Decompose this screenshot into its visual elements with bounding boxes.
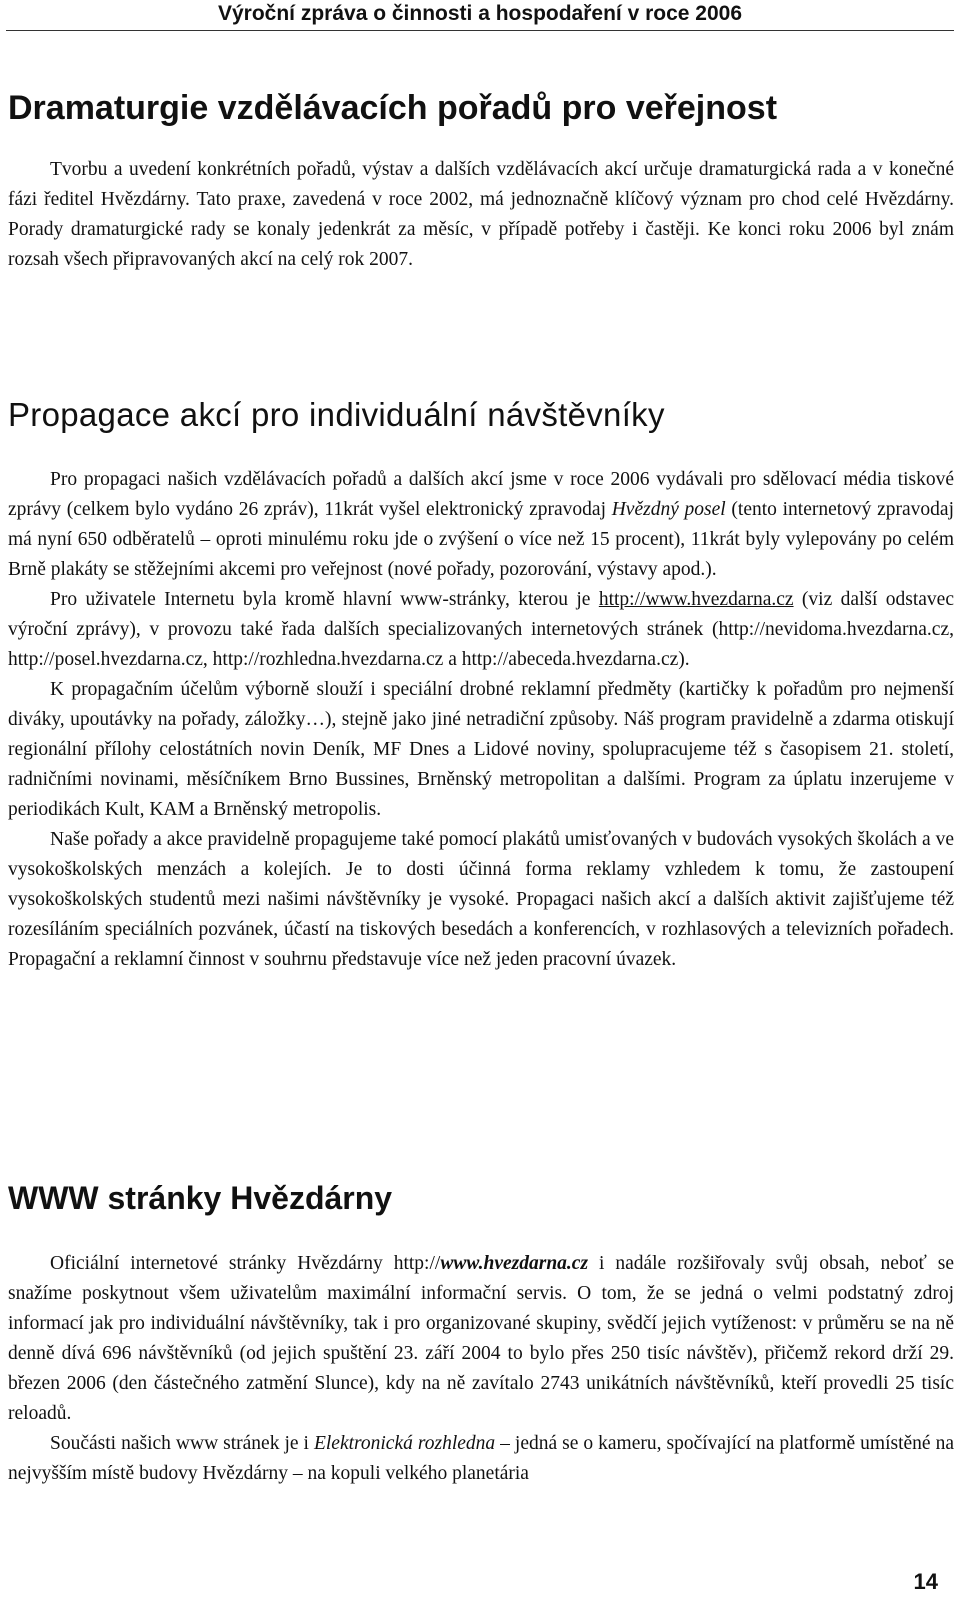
text-run: (viz další odstavec výroční zprávy), v provozu také řada dalších specializovaných internetových stránek (http://nevidoma.hvezdarna.cz, http://posel.hvezdarna.cz, http://rozhledna.hvezdarna.cz a http://abeceda.hvezdarna.cz). bbox=[8, 589, 954, 670]
text-run: – jedná se o kameru, spočívající na platformě umístěné na nejvyšším místě budovy Hvězdárny – na kopuli velkého planetária bbox=[8, 1433, 954, 1484]
text-run: Pro propagaci našich vzdělávacích pořadů a dalších akcí jsme v roce 2006 vydávali pro sdělovací média tiskové zprávy (celkem bylo vydáno 26 zpráv), 11krát vyšel elektronický zpravodaj bbox=[8, 469, 954, 520]
website-url[interactable]: www.hvezdarna.cz bbox=[440, 1253, 589, 1274]
running-header: Výroční zpráva o činnosti a hospodaření v roce 2006 bbox=[217, 2, 742, 25]
text-run: i nadále rozšiřovaly svůj obsah, neboť se snažíme poskytnout všem uživatelům maximální informační servis. O tom, že se jedná o velmi podstatný zdroj informací jak pro individuální návštěvníky, tak i pro organizované skupiny, svědčí jejich vytíženost: v průměru se na ně denně dívá 696 návštěvníků (od jejich spuštění 23. září 2004 to bylo přes 250 tisíc návštěv), přičemž rekord drží 29. březen 2006 (den částečného zatmění Slunce), kdy na ně zavítalo 2743 unikátních návštěvníků, kteří provedli 25 tisíc reloadů. bbox=[8, 1253, 954, 1424]
text-run: Oficiální internetové stránky Hvězdárny http:// bbox=[50, 1253, 441, 1274]
paragraph bbox=[8, 1429, 954, 1489]
section-heading-www: WWW stránky Hvězdárny bbox=[8, 1180, 393, 1216]
section-body-propagace bbox=[8, 465, 954, 975]
newsletter-name: Hvězdný posel bbox=[611, 499, 726, 520]
paragraph: Tvorbu a uvedení konkrétních pořadů, výstav a dalších vzdělávacích akcí určuje dramaturgická rada a v konečné fázi ředitel Hvězdárny. Tato praxe, zavedená v roce 2002, má jednoznačně klíčový význam pro chod celé Hvězdárny. Porady dramaturgické rady se konaly jedenkrát za měsíc, v případě potřeby i častěji. Ke konci roku 2006 byl znám rozsah všech připravovaných akcí na celý rok 2007. bbox=[8, 159, 954, 270]
section-body-www bbox=[8, 1249, 954, 1489]
camera-name: Elektronická rozhledna bbox=[313, 1433, 496, 1454]
paragraph bbox=[8, 1249, 954, 1429]
section-heading-dramaturgie: Dramaturgie vzdělávacích pořadů pro veřejnost bbox=[8, 89, 778, 127]
paragraph bbox=[8, 585, 954, 675]
section-heading-propagace: Propagace akcí pro individuální návštěvníky bbox=[8, 396, 665, 433]
paragraph: Naše pořady a akce pravidelně propagujeme také pomocí plakátů umisťovaných v budovách vysokých školách a ve vysokoškolských menzách a kolejích. Je to dosti účinná forma reklamy vzhledem k tomu, že zastoupení vysokoškolských studentů mezi našimi návštěvníky je vysoké. Propagaci našich akcí a dalších aktivit zajišťujeme též rozesíláním speciálních pozvánek, účastí na tiskových besedách a konferencích, v rozhlasových a televizních pořadech. Propagační a reklamní činnost v souhrnu představuje více než jeden pracovní úvazek. bbox=[8, 829, 954, 970]
text-run: Součásti našich www stránek je i bbox=[50, 1433, 314, 1454]
header-divider bbox=[6, 30, 954, 31]
section-body-dramaturgie bbox=[8, 155, 954, 275]
text-run: Pro uživatele Internetu byla kromě hlavní www-stránky, kterou je bbox=[50, 589, 599, 610]
paragraph: K propagačním účelům výborně slouží i speciální drobné reklamní předměty (kartičky k pořadům pro nejmenší diváky, upoutávky na pořady, záložky…), stejně jako jiné netradiční způsoby. Náš program pravidelně a zdarma otiskují regionální přílohy celostátních novin Deník, MF Dnes a Lidové noviny, spolupracujeme též s časopisem 21. století, radničními novinami, měsíčníkem Brno Bussines, Brněnský metropolitan a dalšími. Program za úplatu inzerujeme v periodikách Kult, KAM a Brněnský metropolis. bbox=[8, 679, 954, 820]
hvezdarna-link[interactable]: http://www.hvezdarna.cz bbox=[598, 589, 794, 610]
page-number: 14 bbox=[913, 1569, 938, 1594]
text-run: (tento internetový zpravodaj má nyní 650 odběratelů – oproti minulému roku jde o zvýšení o více než 15 procent), 11krát byly vylepovány po celém Brně plakáty se stěžejními akcemi pro veřejnost (nové pořady, pozorování, výstavy apod.). bbox=[8, 499, 954, 580]
paragraph bbox=[8, 465, 954, 585]
